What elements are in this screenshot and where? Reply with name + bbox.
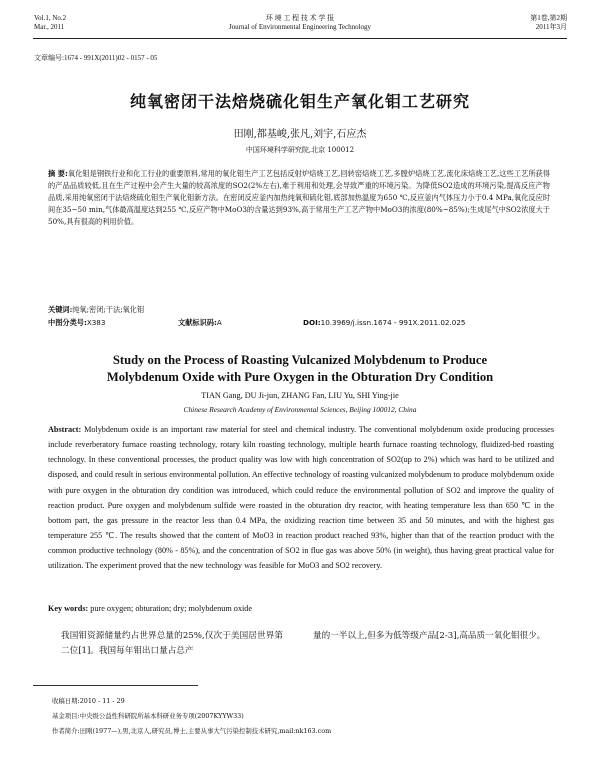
abstract-cn-label: 摘 要: [48,169,68,178]
title-en-line2: Molybdenum Oxide with Pure Oxygen in the Obturation Dry Condition [106,370,494,384]
clc-label: 中图分类号: [48,318,87,327]
abstract-cn-text: 氧化钼是钢铁行业和化工行业的重要原料,常用的氧化钼生产工艺包括反射炉焙烧工艺,回转窑焙烧工艺,多膛炉焙烧工艺,流化床焙烧工艺,这些工艺所获得的产品品质较低,且在生产过程中会产生大量的较高浓度的SO2(2%左右),难于利用和处理,会导致严重的环境污染。为降低SO2造成的环境污染,提高反应产物品质,采用纯氧密闭干法焙烧硫化钼生产氧化钼新方法。在密闭反应釜内加热纯氧和硫化钼,底部加热温度为650 ℃,反应釜内气体压力小于0.4 MPa,氧化反应时间在35~50 min,气体最高温度达到255 ℃,反应产物中MoO3的含量达到93%,高于常用生产工艺产物中MoO3的浓度(80%~85%);生成尾气中SO2浓度大于50%,具有很高的利用价值。 [48,169,550,227]
keywords-en [48,604,252,613]
doi-value: 10.3969/j.issn.1674 - 991X.2011.02.025 [320,318,466,327]
authors-cn: 田刚,都基峻,张凡,刘宇,石应杰 [233,129,367,140]
clc-number [48,318,105,328]
document-code [178,318,222,328]
affiliation-cn: 中国环境科学研究院,北京 100012 [245,146,355,154]
title-en [0,352,600,386]
title-cn: 纯氧密闭干法焙烧硫化钼生产氧化钼工艺研究 [129,92,470,111]
article-number: 文章编号:1674 - 991X(2011)02 - 0157 - 05 [34,54,158,62]
abstract-cn [48,168,550,228]
header-right [530,14,567,32]
doc-code-label: 文献标识码: [178,318,217,327]
issue-date-cn: 2011年3月 [535,23,567,31]
body-column-left: 我国钼资源储量约占世界总量的25%,仅次于美国居世界第二位[1]。我国每年钼出口量占总产 [61,631,283,656]
abstract-en-label: Abstract: [48,425,82,434]
keywords-en-label: Key words: [48,604,89,613]
journal-title-cn: 环 境 工 程 技 术 学 报 [265,14,335,22]
journal-title-en: Journal of Environmental Engineering Technology [228,23,372,31]
doi [303,318,465,327]
doc-code-value: A [216,318,222,327]
footnote-received: 收稿日期:2010 - 11 - 29 [52,697,125,705]
issue-date: Mar., 2011 [34,23,65,31]
footnote-author: 作者简介:田刚(1977—),男,北京人,研究员,博士,主要从事大气污染控制技术研究,mail:nk163.com [52,727,332,735]
title-en-line1: Study on the Process of Roasting Vulcanized Molybdenum to Produce [112,353,488,367]
keywords-cn-text: 纯氧;密闭;干法;氧化钼 [72,305,145,314]
header-center [0,14,600,32]
affiliation-en: Chinese Research Academy of Environmental Sciences, Beijing 100012, China [183,405,417,414]
abstract-en-text: Molybdenum oxide is an important raw material for steel and chemical industry. The conventional molybdenum oxide producing processes include reverberatory furnace roasting technology, rotary kiln roasting technology, multiple hearth furnace roasting technology, fluidized-bed roasting technology. In these conventional processes, the product quality was low with high concentration of SO2(up to 2%) which was hard to be utilized and disposed, and could result in serious environmental pollution. An effective technology of roasting vulcanized molybdenum to produce molybdenum oxide with pure oxygen in the obturation dry condition was introduced, which could reduce the environmental pollution of SO2 and improve the quality of reaction product. Pure oxygen and molybdenum sulfide were roasted in the obturation dry reactor, with heating temperature less than 650 ℃ in the bottom part, the gas pressure in the reactor less than 0.4 MPa, the oxidizing reaction time between 35 and 50 minutes, and with the highest gas temperature 255 ℃. The results showed that the content of MoO3 in reaction product reached 93%, higher than that of the reaction product with the common productive technology (80% - 85%), and the concentration of SO2 in flue gas was above 50% (in weight), thus having great practical value for utilization. The experiment proved that the new technology was feasible for MoO3 and SO2 recovery. [48,425,555,571]
doi-label: DOI: [303,318,321,327]
abstract-en [48,422,554,574]
keywords-cn [48,305,144,315]
header-divider [33,38,567,39]
volume-info: Vol.1, No.2 [34,14,67,22]
footnote-divider [33,685,198,686]
keywords-cn-label: 关键词: [48,305,73,314]
clc-value: X383 [86,318,106,327]
body-column-right: 量的一半以上,但多为低等级产品[2-3],高品质一氧化钼很少。 [313,631,546,641]
volume-info-cn: 第1卷,第2期 [530,14,567,22]
footnote-fund: 基金项目:中央级公益性科研院所基本科研业务专项(2007KYYW33) [52,712,244,720]
keywords-en-text: pure oxygen; obturation; dry; molybdenum oxide [90,604,252,613]
authors-en: TIAN Gang, DU Ji-jun, ZHANG Fan, LIU Yu, SHI Ying-jie [201,391,399,400]
